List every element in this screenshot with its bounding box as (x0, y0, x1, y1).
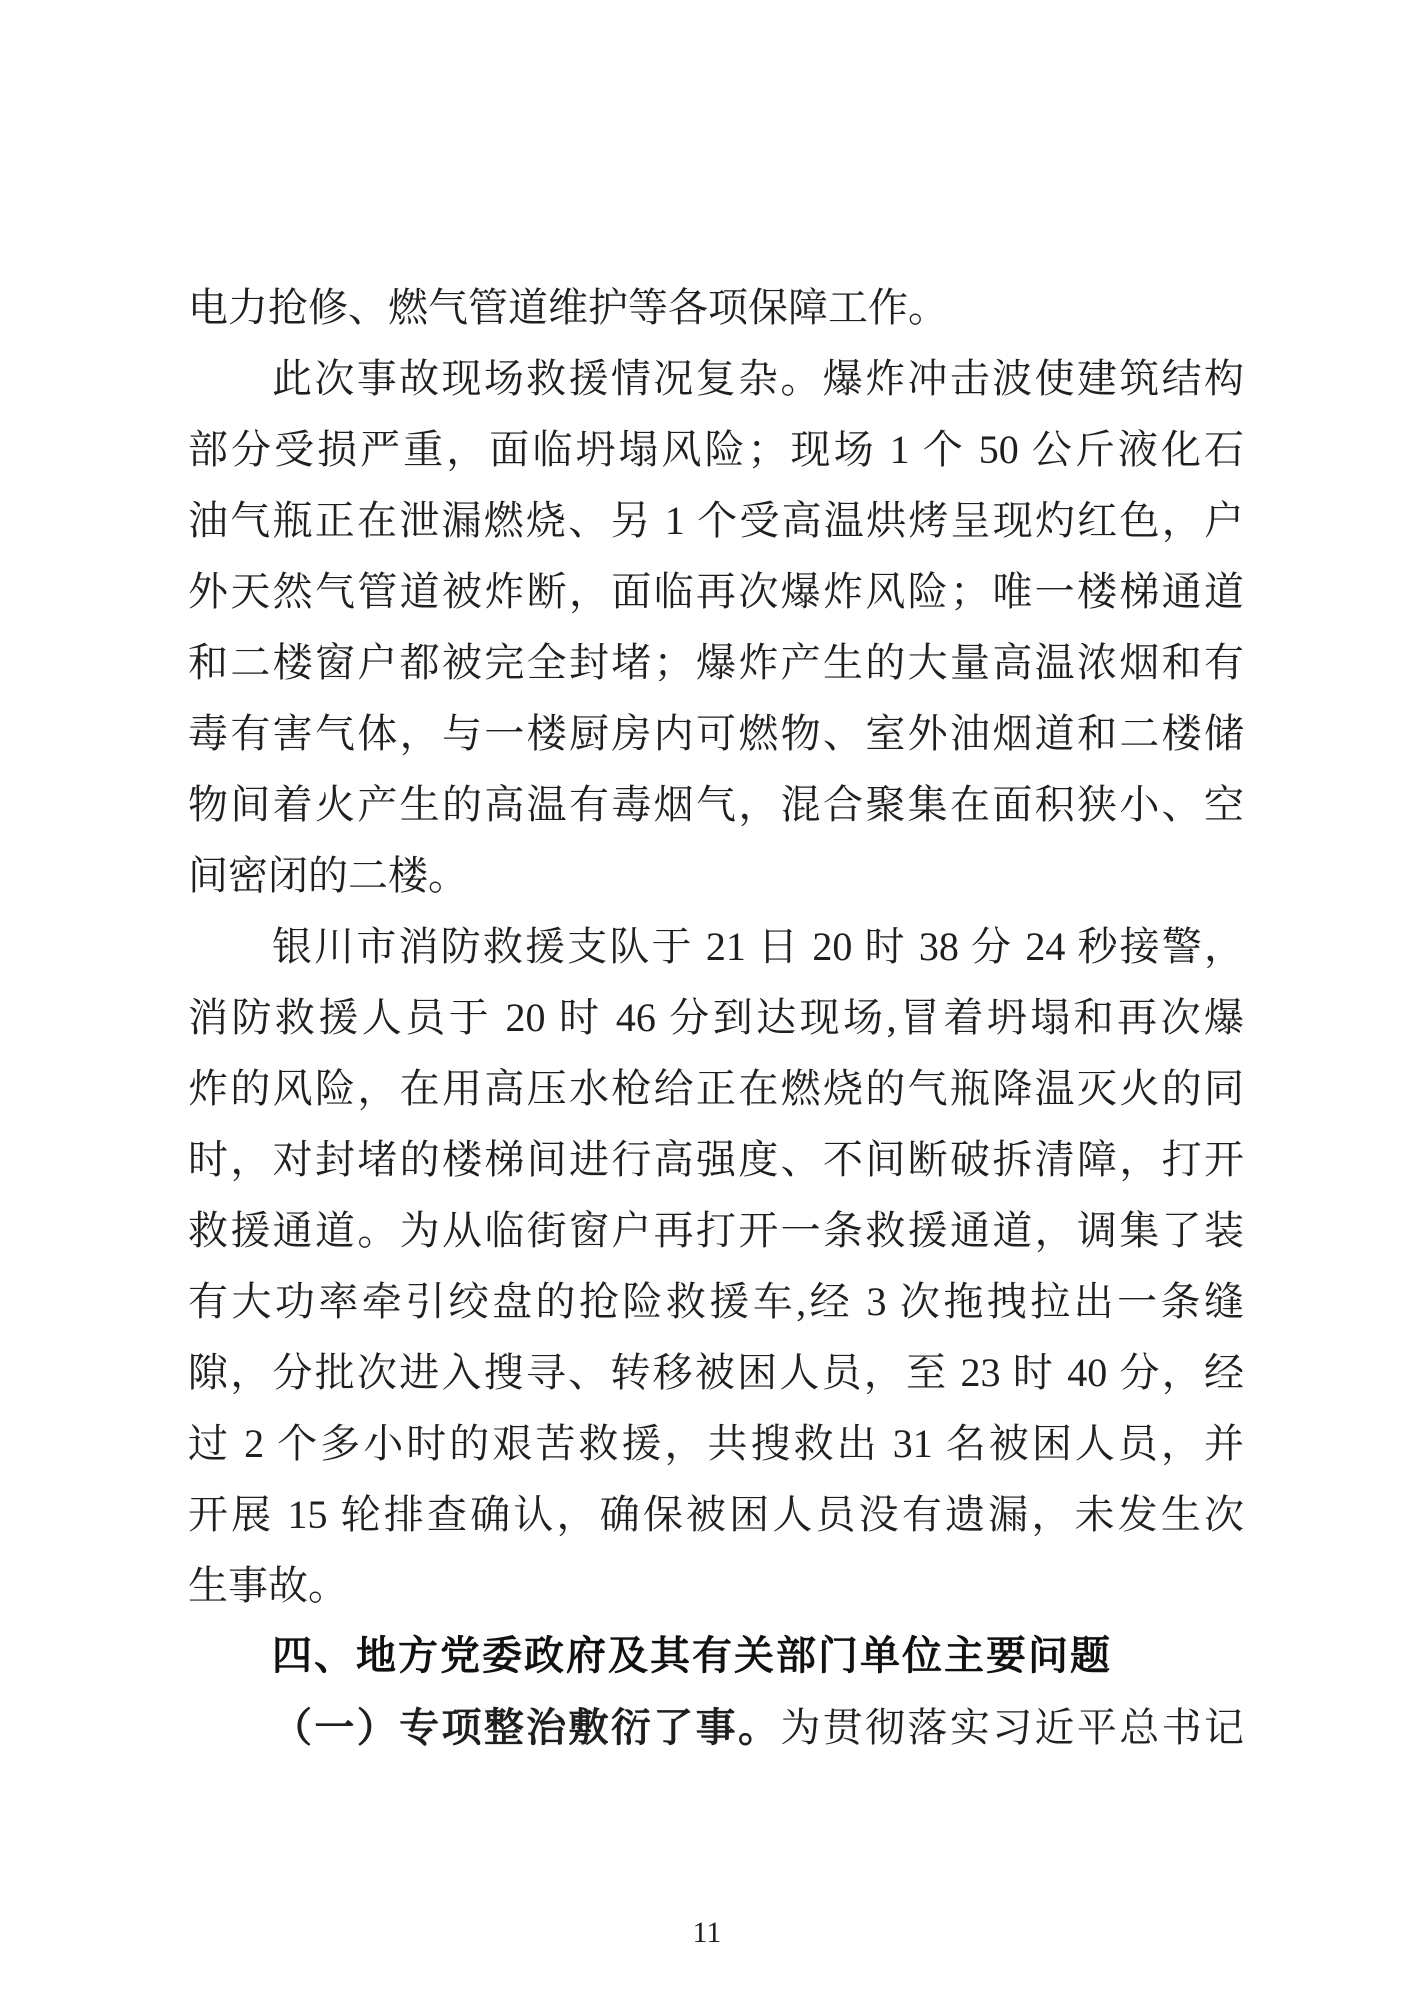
text-line: 此次事故现场救援情况复杂。爆炸冲击波使建筑结构 (272, 356, 1244, 401)
text-line: 过 2 个多小时的艰苦救援，共搜救出 31 名被困人员，并 (188, 1421, 1244, 1466)
page-number: 11 (692, 1916, 722, 1949)
text-line: 隙，分批次进入搜寻、转移被困人员，至 23 时 40 分，经 (188, 1350, 1244, 1395)
bold-text-run: （一）专项整治敷衍了事。 (272, 1705, 781, 1750)
text-line: 开展 15 轮排查确认，确保被困人员没有遗漏，未发生次 (188, 1492, 1244, 1537)
document-body (188, 272, 1244, 1763)
text-line: 和二楼窗户都被完全封堵；爆炸产生的大量高温浓烟和有 (188, 640, 1244, 685)
text-line: 部分受损严重，面临坍塌风险；现场 1 个 50 公斤液化石 (188, 427, 1244, 472)
text-line (188, 1692, 1244, 1763)
section-heading: 四、地方党委政府及其有关部门单位主要问题 (272, 1634, 1112, 1678)
text-line: 银川市消防救援支队于 21 日 20 时 38 分 24 秒接警， (272, 924, 1244, 969)
text-line: 间密闭的二楼。 (188, 853, 468, 898)
text-line: 炸的风险，在用高压水枪给正在燃烧的气瓶降温灭火的同 (188, 1066, 1244, 1111)
text-line: 生事故。 (188, 1563, 348, 1608)
text-line: 救援通道。为从临街窗户再打开一条救援通道，调集了装 (188, 1208, 1244, 1253)
text-line: 油气瓶正在泄漏燃烧、另 1 个受高温烘烤呈现灼红色，户 (188, 498, 1244, 543)
text-line: 消防救援人员于 20 时 46 分到达现场,冒着坍塌和再次爆 (188, 995, 1244, 1040)
text-line: 电力抢修、燃气管道维护等各项保障工作。 (188, 285, 948, 330)
text-line: 物间着火产生的高温有毒烟气，混合聚集在面积狭小、空 (188, 782, 1244, 827)
text-line: 毒有害气体，与一楼厨房内可燃物、室外油烟道和二楼储 (188, 711, 1244, 756)
text-line: 外天然气管道被炸断，面临再次爆炸风险；唯一楼梯通道 (188, 569, 1244, 614)
text-run: 为贯彻落实习近平总书记 (780, 1705, 1245, 1750)
text-line: 时，对封堵的楼梯间进行高强度、不间断破拆清障，打开 (188, 1137, 1244, 1182)
text-line: 有大功率牵引绞盘的抢险救援车,经 3 次拖拽拉出一条缝 (188, 1279, 1244, 1324)
